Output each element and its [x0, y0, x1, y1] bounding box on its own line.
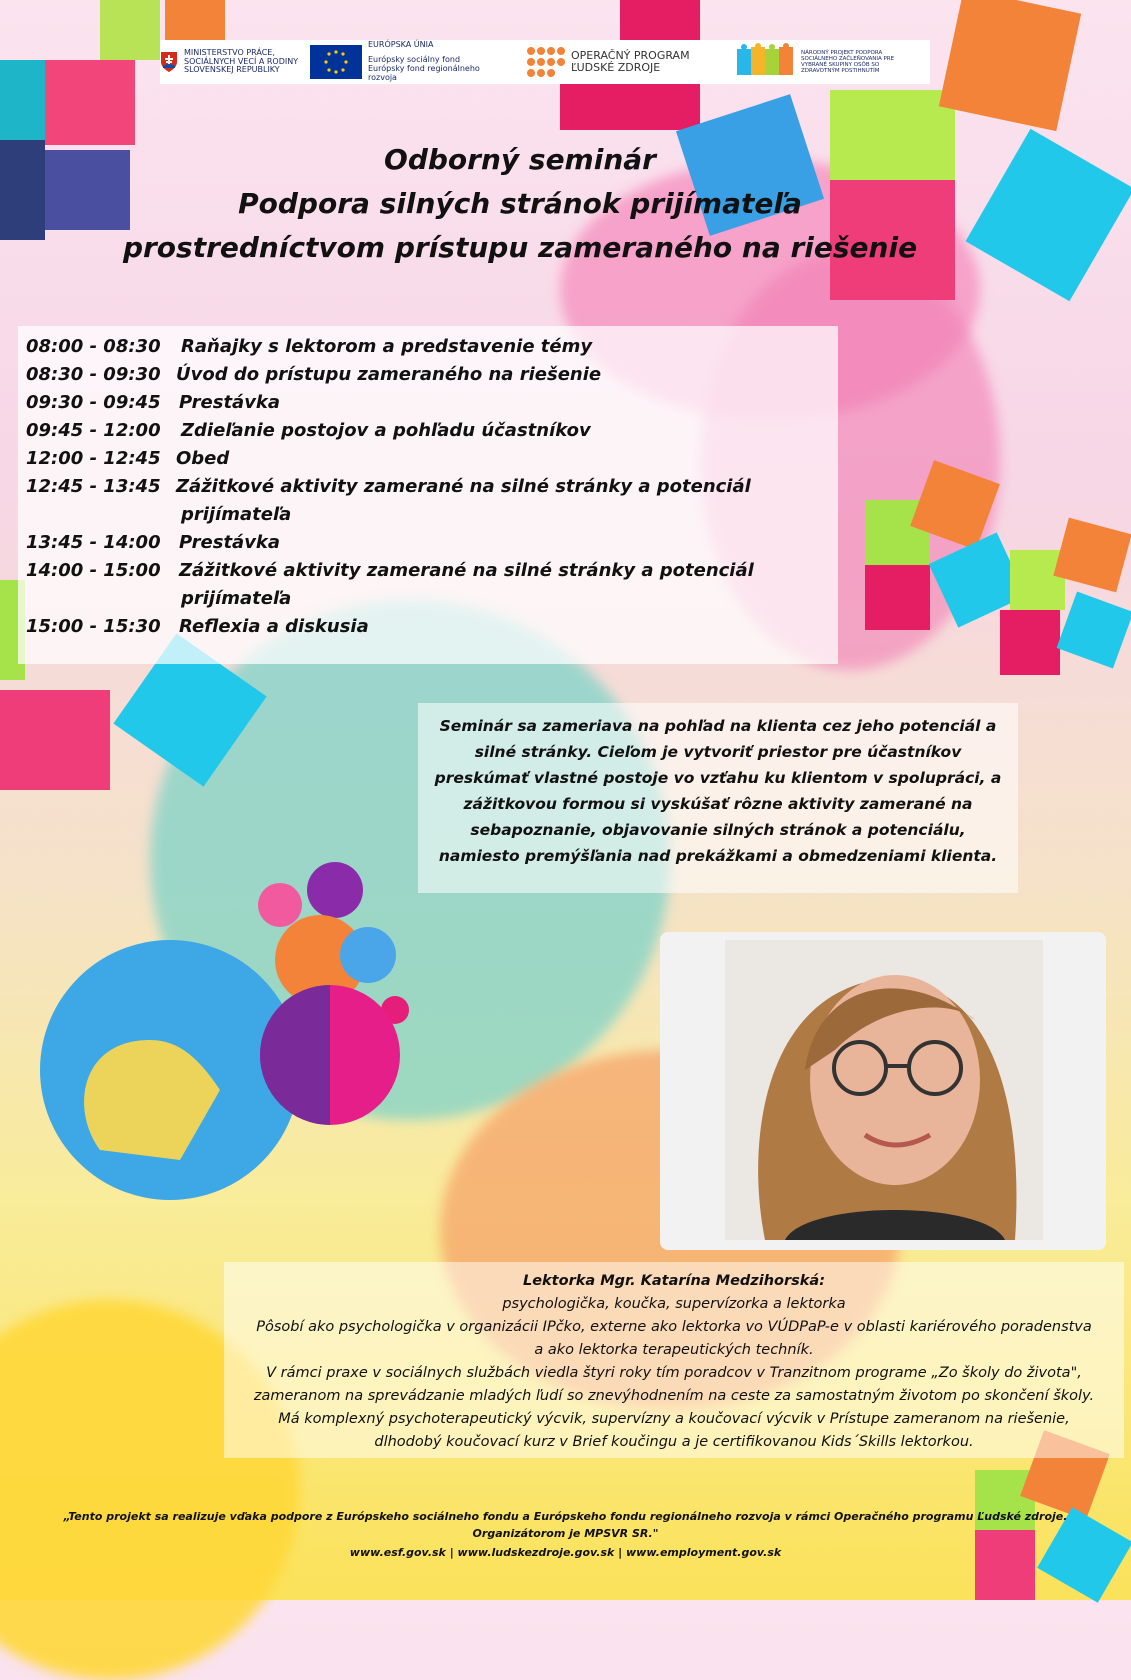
bio-line: Pôsobí ako psychologička v organizácii IPčko, externe ako lektorka vo VÚDPaP-e v oblasti kariérového poradenstva [256, 1319, 1092, 1335]
bio-line: a ako lektorka terapeutických techník. [534, 1342, 814, 1358]
schedule-activity: Zážitkové aktivity zamerané na silné stránky a potenciál [179, 560, 754, 581]
bio-line: Má komplexný psychoterapeutický výcvik, supervízny a koučovací výcvik v Prístupe zameranom na riešenie, [278, 1411, 1070, 1427]
lecturer-photo [725, 940, 1043, 1240]
schedule-activity: Prestávka [179, 392, 281, 413]
slovak-coat-of-arms-icon [160, 51, 178, 73]
project-logo [735, 43, 925, 81]
schedule-activity: Úvod do prístupu zameraného na riešenie [176, 364, 602, 385]
page-title [0, 138, 1040, 270]
lecturer-bio [224, 1262, 1124, 1458]
hands-illustration [30, 860, 430, 1240]
schedule-activity: Raňajky s lektorom a predstavenie témy [181, 336, 593, 357]
puzzle-piece-icon [1057, 592, 1131, 669]
op-text: OPERAČNÝ PROGRAM ĽUDSKÉ ZDROJE [571, 48, 690, 74]
bio-line: dlhodobý koučovací kurz v Brief koučingu a je certifikovanou Kids´Skills lektorkou. [374, 1434, 974, 1450]
footer-line-2: Organizátorom je MPSVR SR." [472, 1527, 659, 1540]
schedule-time: 12:00 - 12:45 [26, 448, 161, 469]
logo-bar [160, 40, 930, 84]
op-dots-icon [525, 45, 565, 79]
footer-line-1: „Tento projekt sa realizuje vďaka podpore z Európskeho sociálneho fondu a Európskeho fondu regionálneho rozvoja v rámci Operačného programu Ľudské zdroje. [63, 1510, 1068, 1523]
description-line: Seminár sa zameriava na pohľad na klienta cez jeho potenciál a [439, 717, 997, 735]
schedule-activity: Prestávka [179, 532, 281, 553]
project-text: NÁRODNÝ PROJEKT PODPORA SOCIÁLNEHO ZAČLEŇOVANIA PRE VYBRANÉ SKUPINY OSÔB SO ZDRAVOTNÝM POSTIHNUTÍM [801, 49, 895, 75]
schedule-activity: Reflexia a diskusia [179, 616, 369, 637]
puzzle-piece-icon [865, 565, 930, 630]
seminar-description [418, 703, 1018, 893]
puzzle-piece-icon [100, 0, 160, 60]
ministry-logo [160, 49, 310, 75]
footer-links: www.esf.gov.sk | www.ludskezdroje.gov.sk | www.employment.gov.sk [349, 1546, 782, 1559]
ministry-logo-text: MINISTERSTVO PRÁCE, SOCIÁLNYCH VECÍ A RODINY SLOVENSKEJ REPUBLIKY [184, 47, 299, 75]
title-line-3: prostredníctvom prístupu zameraného na riešenie [122, 231, 918, 264]
puzzle-piece-icon [0, 690, 110, 790]
op-logo [525, 45, 735, 79]
puzzle-piece-icon [939, 0, 1081, 131]
puzzle-piece-icon [45, 60, 135, 145]
schedule-time: 08:00 - 08:30 [26, 336, 161, 357]
schedule-activity: Obed [176, 448, 230, 469]
title-line-2: Podpora silných stránok prijímateľa [238, 187, 802, 220]
description-line: zážitkovou formou si vyskúšať rôzne aktivity zamerané na [463, 795, 973, 813]
eu-logo [310, 41, 525, 82]
title-line-1: Odborný seminár [384, 143, 656, 176]
schedule-time: 15:00 - 15:30 [26, 616, 161, 637]
schedule-time: 08:30 - 09:30 [26, 364, 161, 385]
bio-line: zameranom na sprevádzanie mladých ľudí so znevýhodnením na ceste za samostatným životom po skončení školy. [253, 1388, 1095, 1404]
schedule-time: 12:45 - 13:45 [26, 476, 161, 497]
description-line: preskúmať vlastné postoje vo vzťahu ku klientom v spolupráci, a [434, 769, 1002, 787]
eu-funds: Európsky sociálny fond Európsky fond regionálneho rozvoja [368, 55, 480, 82]
schedule-time: 13:45 - 14:00 [26, 532, 161, 553]
schedule-activity: Zážitkové aktivity zamerané na silné stránky a potenciál [176, 476, 751, 497]
people-puzzle-icon [735, 43, 795, 81]
schedule-activity-cont: prijímateľa [181, 588, 292, 609]
schedule-panel [18, 326, 838, 664]
lecturer-name: Lektorka Mgr. Katarína Medzihorská: [522, 1273, 826, 1289]
description-line: namiesto premýšľania nad prekážkami a obmedzeniami klienta. [438, 847, 998, 865]
schedule-time: 14:00 - 15:00 [26, 560, 161, 581]
bio-line: V rámci praxe v sociálnych službách viedla štyri roky tím poradcov v Tranzitnom programe „Zo školy do života", [266, 1365, 1082, 1381]
portrait-image [725, 940, 1043, 1240]
bio-line: psychologička, koučka, supervízorka a lektorka [502, 1296, 846, 1312]
schedule-activity-cont: prijímateľa [181, 504, 292, 525]
schedule-time: 09:30 - 09:45 [26, 392, 161, 413]
footer [0, 1508, 1131, 1561]
eu-title: EURÓPSKA ÚNIA [368, 40, 434, 50]
schedule-time: 09:45 - 12:00 [26, 420, 161, 441]
puzzle-piece-icon [165, 0, 225, 45]
puzzle-piece-icon [1000, 610, 1060, 675]
eu-flag-icon [310, 45, 362, 79]
description-line: sebapoznanie, objavovanie silných stránok a potenciálu, [470, 821, 966, 839]
description-line: silné stránky. Cieľom je vytvoriť priestor pre účastníkov [474, 743, 962, 761]
schedule-activity: Zdieľanie postojov a pohľadu účastníkov [181, 420, 591, 441]
